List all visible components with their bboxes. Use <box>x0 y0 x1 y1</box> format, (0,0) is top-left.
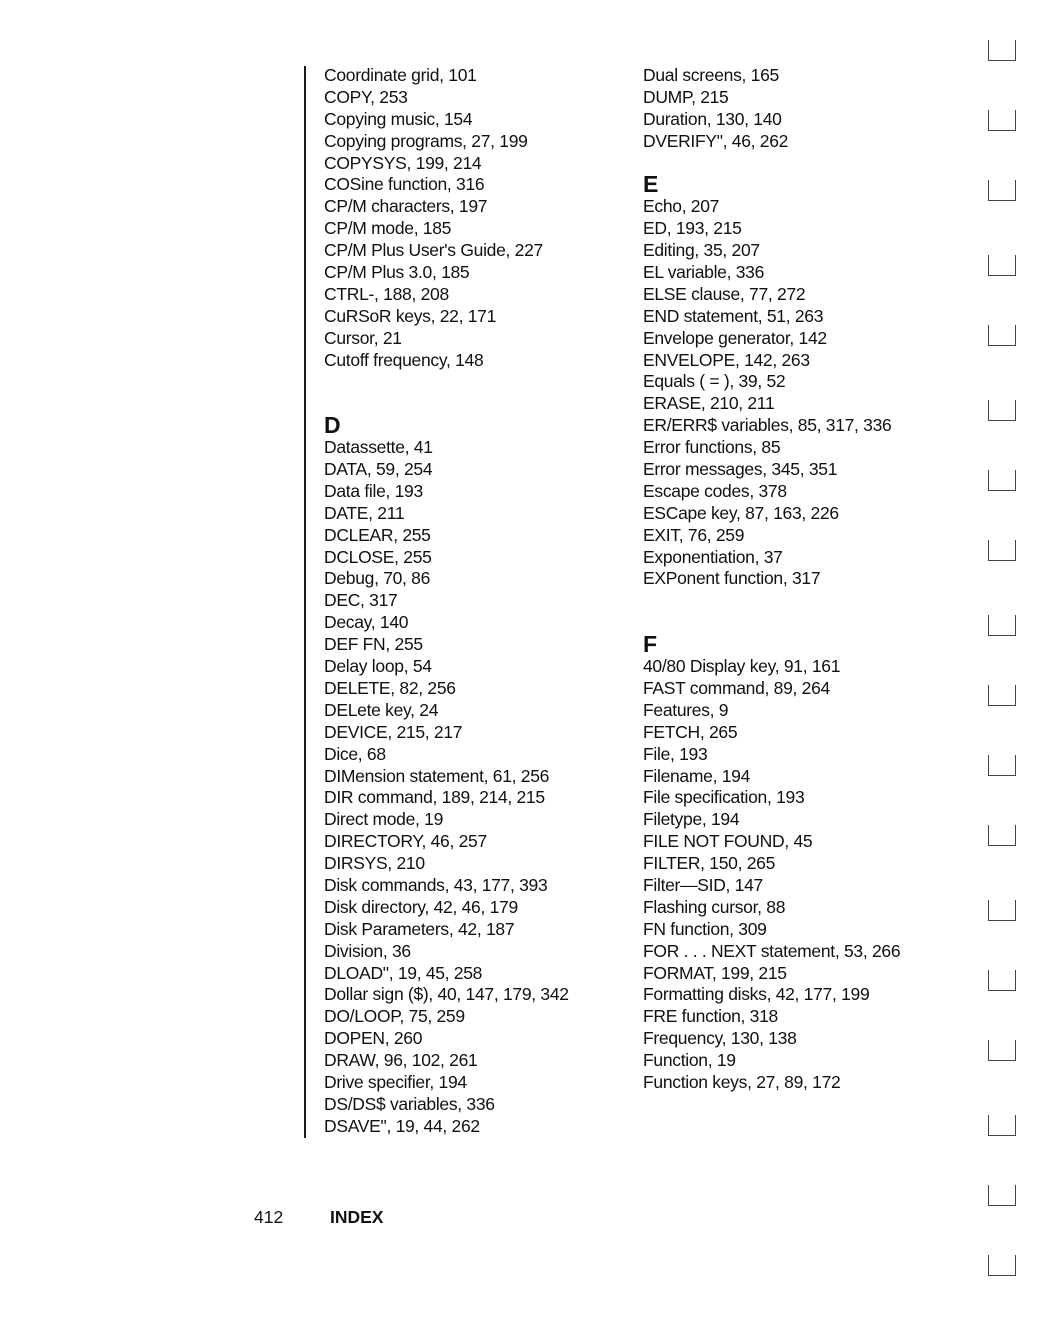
index-entry: Filetype, 194 <box>643 809 740 830</box>
index-entry: Equals ( = ), 39, 52 <box>643 371 786 392</box>
index-entry: Editing, 35, 207 <box>643 240 760 261</box>
binding-mark <box>988 1255 1016 1276</box>
index-entry: CP/M Plus 3.0, 185 <box>324 262 470 283</box>
index-entry: Dollar sign ($), 40, 147, 179, 342 <box>324 984 569 1005</box>
section-letter-heading: E <box>643 171 659 198</box>
section-letter-heading: D <box>324 412 341 439</box>
binding-mark <box>988 400 1016 421</box>
index-entry: ER/ERR$ variables, 85, 317, 336 <box>643 415 892 436</box>
spacer <box>643 612 900 634</box>
spacer <box>643 590 900 612</box>
index-entry: Cursor, 21 <box>324 327 402 348</box>
index-entry: Disk directory, 42, 46, 179 <box>324 896 518 917</box>
index-entry: Decay, 140 <box>324 612 409 633</box>
index-entry: Error functions, 85 <box>643 437 781 458</box>
index-entry: DEC, 317 <box>324 590 398 611</box>
index-entry: ELSE clause, 77, 272 <box>643 283 806 304</box>
index-entry: FOR . . . NEXT statement, 53, 266 <box>643 940 901 961</box>
binding-mark <box>988 970 1016 991</box>
index-entry: DS/DS$ variables, 336 <box>324 1093 495 1114</box>
index-entry: Datassette, 41 <box>324 437 433 458</box>
index-entry: Function keys, 27, 89, 172 <box>643 1071 841 1092</box>
index-entry: Filename, 194 <box>643 765 750 786</box>
binding-mark <box>988 615 1016 636</box>
index-entry: DIRSYS, 210 <box>324 853 425 874</box>
index-entry: DEF FN, 255 <box>324 634 423 655</box>
index-entry: CP/M mode, 185 <box>324 218 452 239</box>
index-entry: Delay loop, 54 <box>324 656 432 677</box>
index-entry: DIRECTORY, 46, 257 <box>324 831 487 852</box>
index-entry: FRE function, 318 <box>643 1006 778 1027</box>
index-entry: Division, 36 <box>324 940 411 961</box>
index-entry: EL variable, 336 <box>643 262 765 283</box>
binding-mark <box>988 540 1016 561</box>
index-entry: COSine function, 316 <box>324 174 485 195</box>
binding-mark <box>988 1115 1016 1136</box>
index-entry: DELete key, 24 <box>324 699 439 720</box>
index-entry: 40/80 Display key, 91, 161 <box>643 656 841 677</box>
index-entry: File, 193 <box>643 743 708 764</box>
index-entry: Filter—SID, 147 <box>643 874 763 895</box>
index-entry: DO/LOOP, 75, 259 <box>324 1006 465 1027</box>
index-entry: DOPEN, 260 <box>324 1028 423 1049</box>
index-entry: DCLOSE, 255 <box>324 546 432 567</box>
index-entry: CP/M characters, 197 <box>324 196 488 217</box>
index-entry: Coordinate grid, 101 <box>324 65 477 85</box>
index-entry: DIMension statement, 61, 256 <box>324 765 550 786</box>
index-entry: ESCape key, 87, 163, 226 <box>643 502 839 523</box>
index-entry: ED, 193, 215 <box>643 218 742 239</box>
binding-mark <box>988 825 1016 846</box>
binding-mark <box>988 1185 1016 1206</box>
index-entry: FETCH, 265 <box>643 721 738 742</box>
index-entry: Envelope generator, 142 <box>643 327 827 348</box>
page-number: 412 <box>254 1207 284 1227</box>
index-entry: Escape codes, 378 <box>643 480 787 501</box>
index-entry: END statement, 51, 263 <box>643 305 824 326</box>
index-entry: FILE NOT FOUND, 45 <box>643 831 813 852</box>
spacer <box>324 393 569 415</box>
index-entry: Drive specifier, 194 <box>324 1071 467 1092</box>
index-entry: Disk Parameters, 42, 187 <box>324 918 515 939</box>
index-entry: CuRSoR keys, 22, 171 <box>324 305 497 326</box>
index-entry: CP/M Plus User's Guide, 227 <box>324 240 543 261</box>
binding-mark <box>988 900 1016 921</box>
binding-edge-marks <box>980 30 1030 1320</box>
index-entry: DSAVE", 19, 44, 262 <box>324 1115 480 1136</box>
column-divider <box>304 66 306 1138</box>
index-entry: FORMAT, 199, 215 <box>643 962 787 983</box>
index-entry: EXPonent function, 317 <box>643 568 821 589</box>
spacer <box>643 153 900 175</box>
index-entry: Dual screens, 165 <box>643 65 779 85</box>
section-title: INDEX <box>330 1207 384 1227</box>
index-entry: FAST command, 89, 264 <box>643 677 830 698</box>
index-entry: DUMP, 215 <box>643 86 729 107</box>
index-entry: Direct mode, 19 <box>324 809 444 830</box>
index-column-right <box>643 65 900 1094</box>
binding-mark <box>988 325 1016 346</box>
index-entry: Disk commands, 43, 177, 393 <box>324 874 548 895</box>
index-entry: Debug, 70, 86 <box>324 568 431 589</box>
index-entry: COPY, 253 <box>324 86 408 107</box>
index-entry: DCLEAR, 255 <box>324 524 431 545</box>
binding-mark <box>988 470 1016 491</box>
spacer <box>324 371 569 393</box>
index-entry: DEVICE, 215, 217 <box>324 721 463 742</box>
index-entry: Copying music, 154 <box>324 108 473 129</box>
index-entry: CTRL-, 188, 208 <box>324 283 449 304</box>
binding-mark <box>988 110 1016 131</box>
index-entry: ENVELOPE, 142, 263 <box>643 349 810 370</box>
index-entry: DATA, 59, 254 <box>324 459 433 480</box>
section-letter-heading: F <box>643 631 658 658</box>
index-entry: Error messages, 345, 351 <box>643 459 838 480</box>
index-entry: Function, 19 <box>643 1050 736 1071</box>
index-entry: Copying programs, 27, 199 <box>324 130 528 151</box>
index-entry: EXIT, 76, 259 <box>643 524 745 545</box>
index-entry: COPYSYS, 199, 214 <box>324 152 482 173</box>
binding-mark <box>988 255 1016 276</box>
index-entry: Flashing cursor, 88 <box>643 896 786 917</box>
index-entry: File specification, 193 <box>643 787 805 808</box>
index-column-left <box>324 65 569 1138</box>
index-entry: ERASE, 210, 211 <box>643 393 775 414</box>
index-entry: DRAW, 96, 102, 261 <box>324 1050 478 1071</box>
index-entry: FILTER, 150, 265 <box>643 853 776 874</box>
index-entry: Cutoff frequency, 148 <box>324 349 484 370</box>
index-entry: Exponentiation, 37 <box>643 546 783 567</box>
index-entry: Features, 9 <box>643 699 729 720</box>
index-entry: Data file, 193 <box>324 480 423 501</box>
index-entry: Dice, 68 <box>324 743 386 764</box>
index-entry: Formatting disks, 42, 177, 199 <box>643 984 870 1005</box>
index-entry: Echo, 207 <box>643 196 720 217</box>
binding-mark <box>988 755 1016 776</box>
index-entry: FN function, 309 <box>643 918 767 939</box>
binding-mark <box>988 180 1016 201</box>
index-entry: DIR command, 189, 214, 215 <box>324 787 545 808</box>
index-entry: Frequency, 130, 138 <box>643 1028 797 1049</box>
index-entry: Duration, 130, 140 <box>643 108 782 129</box>
index-entry: DELETE, 82, 256 <box>324 677 456 698</box>
binding-mark <box>988 40 1016 61</box>
binding-mark <box>988 685 1016 706</box>
index-entry: DVERIFY", 46, 262 <box>643 130 789 151</box>
binding-mark <box>988 1040 1016 1061</box>
index-entry: DATE, 211 <box>324 502 405 523</box>
index-entry: DLOAD", 19, 45, 258 <box>324 962 483 983</box>
